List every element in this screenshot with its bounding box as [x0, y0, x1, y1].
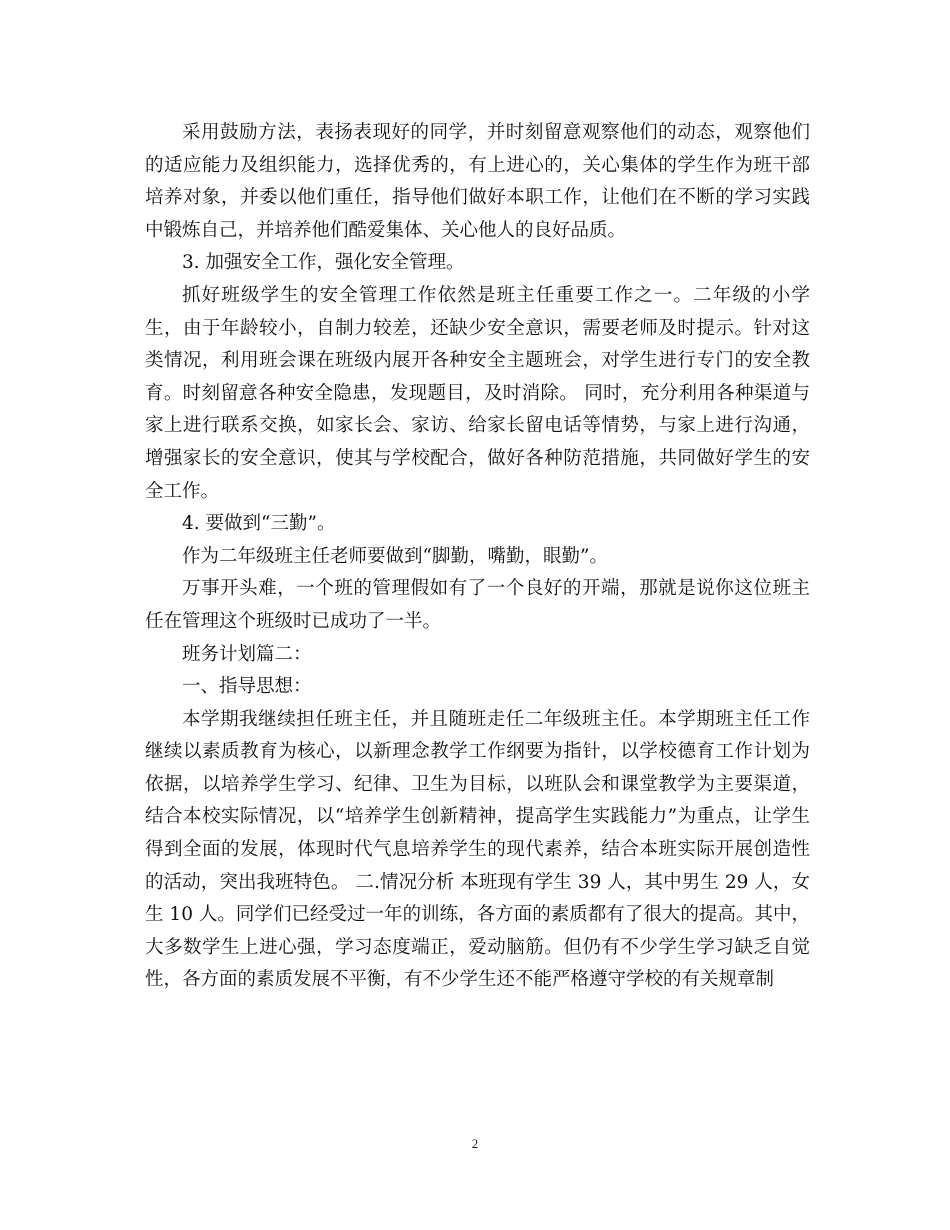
paragraph-good-start: 万事开头难，一个班的管理假如有了一个良好的开端，那就是说你这位班主任在管理这个班级时已成功了一半。 — [145, 578, 810, 632]
heading-three-diligences: 4. 要做到“三勤”。 — [182, 513, 336, 535]
section-title-plan-two: 班务计划篇二： — [182, 643, 312, 665]
paragraph-safety-management: 抓好班级学生的安全管理工作依然是班主任重要工作之一。二年级的小学生，由于年龄较小，自制力较差，还缺少安全意识，需要老师及时提示。针对这类情况，利用班会课在班级内展开各种安全主题班会，对学生进行专门的安全教育。时刻留意各种安全隐患，发现题目，及时消除。 同时，充分利用各种渠道与家上进行联系交换，如家长会、家访、给家长留电话等情势，与家上进行沟通，增强家长的安全意识，使其与学校配合，做好各种防范措施，共同做好学生的安全工作。 — [145, 284, 810, 502]
heading-guiding-ideology: 一、指导思想： — [182, 676, 312, 698]
heading-safety-work: 3. 加强安全工作，强化安全管理。 — [182, 252, 465, 274]
page-number: 2 — [471, 1136, 479, 1151]
document-body — [145, 117, 810, 997]
paragraph-class-cadre-training: 采用鼓励方法，表扬表现好的同学，并时刻留意观察他们的动态，观察他们的适应能力及组织能力，选择优秀的，有上进心的，关心集体的学生作为班干部培养对象，并委以他们重任，指导他们做好本职工作，让他们在不断的学习实践中锻炼自己，并培养他们酷爱集体、关心他人的良好品质。 — [145, 122, 810, 241]
paragraph-three-diligences: 作为二年级班主任老师要做到“脚勤，嘴勤，眼勤”。 — [182, 545, 608, 567]
paragraph-guiding-ideology: 本学期我继续担任班主任，并且随班走任二年级班主任。本学期班主任工作继续以素质教育为核心，以新理念教学工作纲要为指针，以学校德育工作计划为依据，以培养学生学习、纪律、卫生为目标，以班队会和课堂教学为主要渠道，结合本校实际情况，以“培养学生创新精神，提高学生实践能力”为重点，让学生得到全面的发展，体现时代气息培养学生的现代素养，结合本班实际开展创造性的活动，突出我班特色。 二.情况分析 本班现有学生 39 人，其中男生 29 人，女生 10 人。同学们已经受过一年的训练，各方面的素质都有了很大的提高。其中，大多数学生上进心强，学习态度端正，爱动脑筋。但仍有不少学生学习缺乏自觉性，各方面的素质发展不平衡，有不少学生还不能严格遵守学校的有关规章制 — [145, 708, 810, 991]
